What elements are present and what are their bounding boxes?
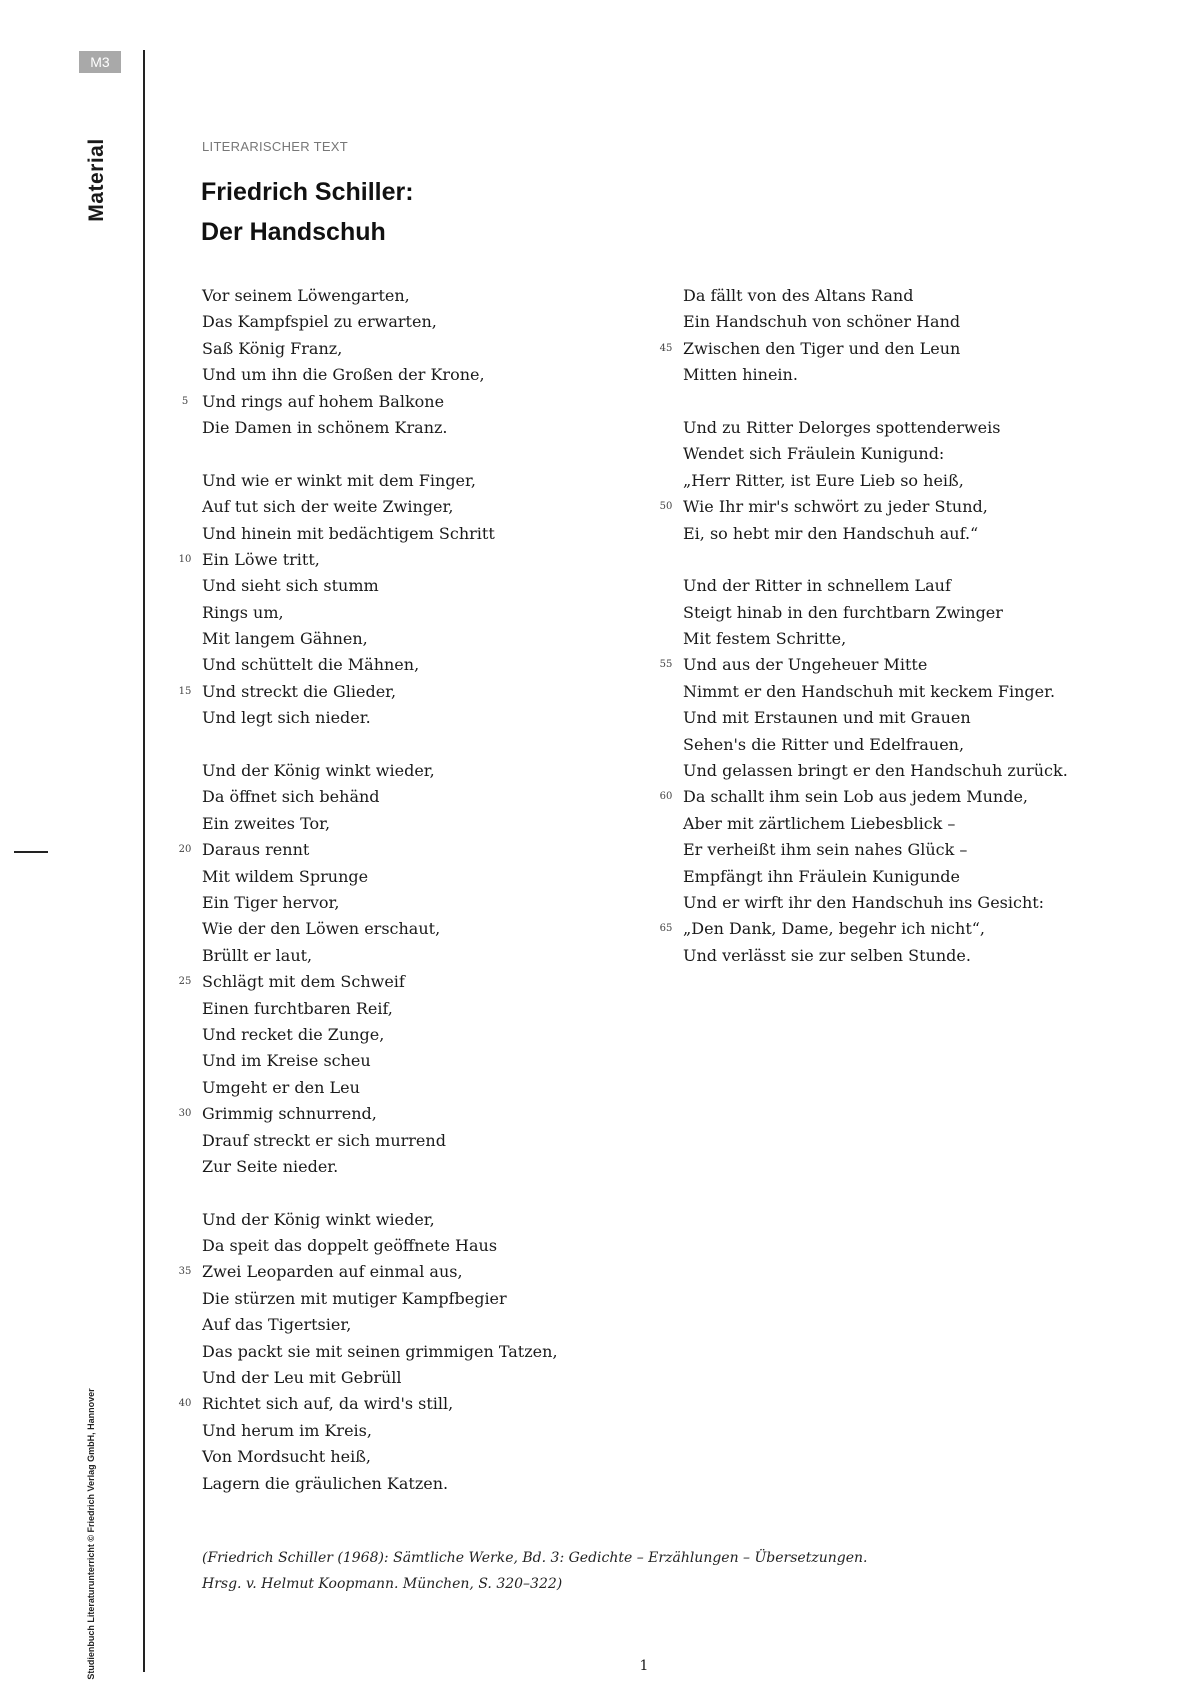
poem-line — [202, 784, 558, 810]
poem-line-text: Die stürzen mit mutiger Kampfbegier — [202, 1288, 507, 1308]
side-label: Material — [85, 138, 108, 222]
poem-line-text: Ein Tiger hervor, — [202, 892, 340, 912]
poem-line-text: Und sieht sich stumm — [202, 576, 379, 596]
line-number: 40 — [178, 1398, 192, 1410]
poem-line — [683, 705, 1068, 731]
poem-line — [683, 626, 1068, 652]
poem-line — [683, 811, 1068, 837]
poem-line — [202, 652, 558, 678]
poem-line — [202, 1365, 558, 1391]
poem-line-text: Da fällt von des Altans Rand — [683, 286, 914, 305]
poem-line — [202, 626, 558, 652]
poem-line-text: Zur Seite nieder. — [202, 1156, 339, 1176]
poem-line — [202, 336, 558, 362]
poem-line — [178, 837, 558, 863]
line-number: 35 — [178, 1266, 192, 1278]
poem-line — [202, 996, 558, 1022]
poem-line-text: Grimmig schnurrend, — [202, 1104, 377, 1124]
poem-line — [683, 468, 1068, 494]
poem-line — [659, 336, 1068, 362]
poem-column-right — [659, 283, 1068, 969]
poem-line-text: Mit wildem Sprunge — [202, 866, 369, 886]
poem-line — [202, 890, 558, 916]
poem-line — [178, 1391, 558, 1417]
poem-line-text: Ein zweites Tor, — [202, 813, 331, 833]
poem-line-text: Rings um, — [202, 602, 284, 622]
poem-line — [683, 441, 1068, 467]
poem-line-text: Das Kampfspiel zu erwarten, — [202, 312, 437, 332]
poem-line-text: Und der Leu mit Gebrüll — [202, 1368, 402, 1388]
poem-line — [202, 705, 558, 731]
poem-line — [683, 890, 1068, 916]
poem-line — [683, 600, 1068, 626]
poem-line — [659, 784, 1068, 810]
poem-line-text: Wendet sich Fräulein Kunigund: — [683, 444, 945, 464]
poem-line-text: Und um ihn die Großen der Krone, — [202, 365, 485, 385]
poem-line-text: Und mit Erstaunen und mit Grauen — [683, 708, 971, 728]
poem-line — [202, 1339, 558, 1365]
poem-line-text: Lagern die gräulichen Katzen. — [202, 1473, 449, 1493]
poem-line-text: Und der König winkt wieder, — [202, 761, 435, 781]
poem-line — [178, 547, 558, 573]
poem-line — [683, 864, 1068, 890]
poem-line-text: Und im Kreise scheu — [202, 1051, 371, 1071]
poem-line-text: Ei, so hebt mir den Handschuh auf.“ — [683, 523, 979, 543]
poem-line — [202, 283, 558, 309]
poem-line — [202, 362, 558, 388]
poem-line-text: Und der Ritter in schnellem Lauf — [683, 576, 951, 596]
poem-line — [202, 1048, 558, 1074]
poem-line — [202, 521, 558, 547]
poem-column-left — [178, 283, 558, 1497]
line-number: 50 — [659, 501, 673, 513]
line-number: 25 — [178, 976, 192, 988]
line-number: 45 — [659, 342, 673, 354]
source-line: (Friedrich Schiller (1968): Sämtliche Werke, Bd. 3: Gedichte – Erzählungen – Übersetzungen. — [202, 1550, 868, 1566]
poem-line — [202, 1418, 558, 1444]
poem-line — [202, 1207, 558, 1233]
poem-line-text: Da öffnet sich behänd — [202, 787, 380, 807]
poem-line-text: Und er wirft ihr den Handschuh ins Gesicht: — [683, 892, 1045, 912]
poem-line-text: Steigt hinab in den furchtbarn Zwinger — [683, 602, 1003, 622]
poem-line-text: Brüllt er laut, — [202, 945, 313, 965]
poem-line-text: Auf tut sich der weite Zwinger, — [202, 497, 454, 517]
poem-line-text: Und gelassen bringt er den Handschuh zurück. — [683, 761, 1068, 781]
poem-line-text: Mit langem Gähnen, — [202, 629, 368, 649]
poem-line-text: Und legt sich nieder. — [202, 708, 371, 728]
poem-line — [178, 1101, 558, 1127]
poem-line-text: Ein Handschuh von schöner Hand — [683, 312, 961, 332]
poem-line-text: Und wie er winkt mit dem Finger, — [202, 470, 476, 490]
line-number: 65 — [659, 923, 673, 935]
poem-line-text: Er verheißt ihm sein nahes Glück – — [683, 840, 968, 860]
poem-line — [659, 916, 1068, 942]
poem-line — [683, 679, 1068, 705]
poem-line — [683, 309, 1068, 335]
poem-line-text: Vor seinem Löwengarten, — [202, 286, 410, 305]
poem-line-text: Empfängt ihn Fräulein Kunigunde — [683, 866, 961, 886]
poem-line — [202, 309, 558, 335]
margin-rule — [143, 50, 145, 1672]
title-line: Friedrich Schiller: — [201, 178, 414, 206]
poem-line-text: Umgeht er den Leu — [202, 1077, 360, 1097]
line-number: 20 — [178, 844, 192, 856]
stanza-break — [683, 389, 1068, 415]
copyright-notice: Studienbuch Literaturunterricht © Friedrich Verlag GmbH, Hannover — [86, 1388, 96, 1680]
poem-line-text: Von Mordsucht heiß, — [202, 1447, 371, 1467]
poem-line-text: Sehen's die Ritter und Edelfrauen, — [683, 734, 965, 754]
poem-line — [683, 283, 1068, 309]
poem-line-text: Richtet sich auf, da wird's still, — [202, 1394, 454, 1414]
poem-line-text: Die Damen in schönem Kranz. — [202, 417, 448, 437]
poem-line-text: Einen furchtbaren Reif, — [202, 998, 393, 1018]
poem-line — [202, 1128, 558, 1154]
source-line: Hrsg. v. Helmut Koopmann. München, S. 320–322) — [202, 1576, 563, 1592]
line-number: 5 — [181, 395, 189, 407]
poem-line-text: Daraus rennt — [202, 840, 310, 860]
title-line: Der Handschuh — [201, 218, 386, 246]
poem-line — [683, 521, 1068, 547]
poem-line — [178, 1259, 558, 1285]
poem-line-text: Wie Ihr mir's schwört zu jeder Stund, — [683, 497, 988, 517]
line-number: 10 — [178, 553, 192, 565]
poem-line — [202, 811, 558, 837]
poem-line-text: „Herr Ritter, ist Eure Lieb so heiß, — [683, 470, 964, 490]
line-number: 60 — [659, 791, 673, 803]
poem-line-text: Auf das Tigertsier, — [202, 1315, 352, 1335]
poem-line — [178, 969, 558, 995]
poem-line-text: Und recket die Zunge, — [202, 1024, 385, 1044]
stanza-break — [202, 1180, 558, 1206]
poem-line — [683, 573, 1068, 599]
poem-line — [659, 652, 1068, 678]
poem-line — [683, 758, 1068, 784]
poem-line — [202, 1022, 558, 1048]
poem-line-text: Und rings auf hohem Balkone — [202, 391, 445, 411]
poem-line-text: Ein Löwe tritt, — [202, 549, 320, 569]
poem-line — [683, 362, 1068, 388]
page-title — [201, 172, 414, 252]
poem-line — [202, 1075, 558, 1101]
poem-line-text: Nimmt er den Handschuh mit keckem Finger. — [683, 681, 1056, 701]
poem-line-text: Drauf streckt er sich murrend — [202, 1130, 446, 1150]
line-number: 15 — [178, 685, 192, 697]
poem-line — [202, 916, 558, 942]
poem-line-text: Saß König Franz, — [202, 338, 343, 358]
poem-line-text: Da schallt ihm sein Lob aus jedem Munde, — [683, 787, 1028, 807]
poem-line — [683, 732, 1068, 758]
poem-line — [202, 864, 558, 890]
poem-line-text: Und verlässt sie zur selben Stunde. — [683, 945, 971, 965]
poem-line — [659, 494, 1068, 520]
poem-line — [202, 943, 558, 969]
poem-line-text: Da speit das doppelt geöffnete Haus — [202, 1236, 498, 1256]
poem-line-text: Und streckt die Glieder, — [202, 681, 397, 701]
stanza-break — [683, 547, 1068, 573]
poem-line — [202, 1312, 558, 1338]
poem-line — [202, 573, 558, 599]
material-badge: M3 — [79, 51, 121, 73]
poem-line-text: Und hinein mit bedächtigem Schritt — [202, 523, 495, 543]
poem-line — [181, 389, 558, 415]
poem-line — [202, 1444, 558, 1470]
poem-line — [202, 600, 558, 626]
poem-line — [202, 758, 558, 784]
stanza-break — [202, 441, 558, 467]
poem-line-text: Und schüttelt die Mähnen, — [202, 655, 420, 675]
line-number: 30 — [178, 1108, 192, 1120]
poem-line — [683, 943, 1068, 969]
poem-line-text: Mit festem Schritte, — [683, 629, 847, 649]
poem-line-text: Zwischen den Tiger und den Leun — [683, 338, 961, 358]
poem-line — [202, 1233, 558, 1259]
poem-line-text: Aber mit zärtlichem Liebesblick – — [683, 813, 956, 833]
poem-line — [202, 1154, 558, 1180]
poem-line — [202, 1286, 558, 1312]
poem-line-text: Und zu Ritter Delorges spottenderweis — [683, 417, 1001, 437]
margin-tick — [14, 851, 48, 853]
poem-line-text: Schlägt mit dem Schweif — [202, 972, 405, 992]
poem-line-text: Das packt sie mit seinen grimmigen Tatzen, — [202, 1341, 558, 1361]
poem-line-text: Wie der den Löwen erschaut, — [202, 919, 441, 939]
poem-line — [178, 679, 558, 705]
poem-line — [202, 1471, 558, 1497]
source-citation — [202, 1545, 867, 1597]
poem-line — [202, 494, 558, 520]
page-number: 1 — [639, 1658, 649, 1674]
poem-line — [683, 415, 1068, 441]
stanza-break — [202, 732, 558, 758]
poem-line-text: Und der König winkt wieder, — [202, 1209, 435, 1229]
poem-line — [202, 415, 558, 441]
poem-line — [683, 837, 1068, 863]
line-number: 55 — [659, 659, 673, 671]
poem-line-text: Und aus der Ungeheuer Mitte — [683, 655, 928, 675]
poem-line-text: Und herum im Kreis, — [202, 1420, 372, 1440]
poem-line-text: „Den Dank, Dame, begehr ich nicht“, — [683, 919, 986, 939]
poem-line-text: Mitten hinein. — [683, 365, 798, 385]
poem-line-text: Zwei Leoparden auf einmal aus, — [202, 1262, 463, 1282]
section-kicker: LITERARISCHER TEXT — [202, 139, 349, 154]
poem-line — [202, 468, 558, 494]
